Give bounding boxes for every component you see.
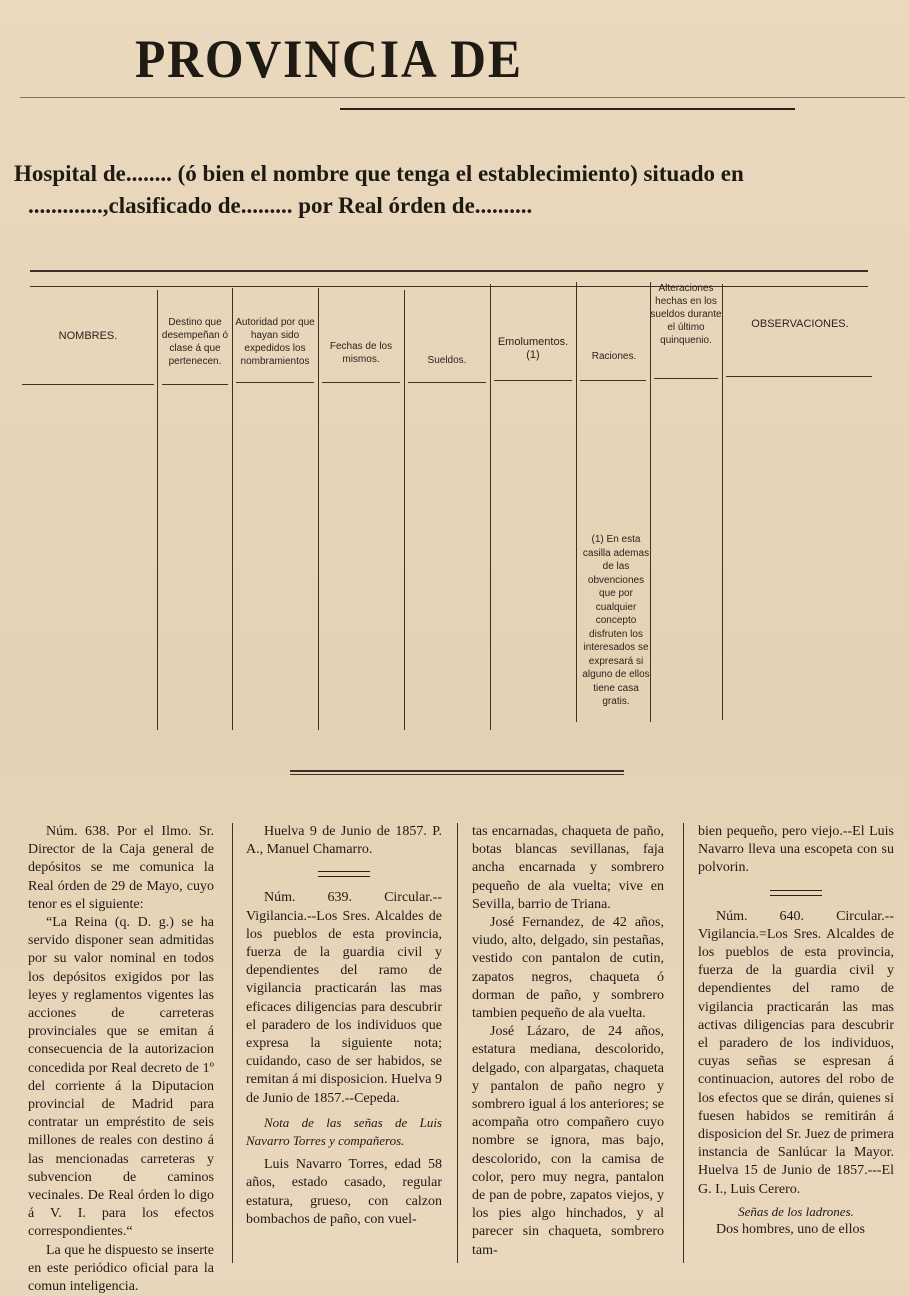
province-title: PROVINCIA DE xyxy=(135,29,523,89)
col-header-sueldos: Sueldos. xyxy=(427,355,467,366)
paragraph: Señas de los ladrones. xyxy=(738,1203,854,1219)
paragraph: bien pequeño, pero viejo.--El Luis Navarro lleva una escopeta con su polvorin. xyxy=(698,824,894,876)
paragraph: Núm. 640. Circular.--Vigilancia.=Los Sres. Alcaldes de los pueblos de esta provincia, fuerza de la guardia civil y dependientes del ramo de vigilancia practicarán las mas activas diligencias para descubrir el paradero de los individuos, cuyas señas se espresan á continuacion, autores del robo de los efectos que se dirán, quienes si fuesen habidos se remitirán á disposicion del Sr. Juez de primera instancia de Sanlúcar la Mayor. Huelva 15 de Junio de 1857.---El G. I., Luis Cerero. xyxy=(698,908,894,1197)
column-header-underline xyxy=(22,384,154,385)
ornament-rule xyxy=(318,871,370,877)
column-header-underline xyxy=(654,378,718,379)
paragraph: Dos hombres, uno de ellos xyxy=(716,1222,865,1238)
table-footnote: (1) En esta casilla ademas de las obvenciones que por cualquier concepto disfruten los interesados se expresará si alguno de ellos tiene casa gratis. xyxy=(582,534,650,707)
paragraph: tas encarnadas, chaqueta de paño, botas blancas sevillanas, faja ancha encarnada y sombrero pequeño de ala vuelta; vive en Sevilla, barrio de Triana. xyxy=(472,824,664,912)
table-divider xyxy=(318,288,319,730)
paragraph: Luis Navarro Torres, edad 58 años, estado casado, regular estatura, grueso, con calzon bombachos de paño, con vuel- xyxy=(246,1157,442,1227)
ornament-rule xyxy=(770,890,822,896)
column-rule xyxy=(232,823,233,1263)
column-rule xyxy=(683,823,684,1263)
text-column-4 xyxy=(698,823,894,1239)
form-heading-line1: Hospital de........ (ó bien el nombre que tenga el establecimiento) situado en xyxy=(14,161,744,186)
table-header-rule xyxy=(30,286,868,287)
col-header-fechas: Fechas de los mismos. xyxy=(329,341,393,365)
paragraph: “La Reina (q. D. g.) se ha servido disponer sean admitidas por su valor nominal en todos los depósitos exigidos por las leyes y reglamentos vigentes las acciones de carreteras provinciales que se emitan á consecuencia de la autorizacion concedida por Real decreto de 1º del corriente á la Diputacion provincial de Madrid para contratar un empréstito de seis millones de reales con destino á las mencionadas carreteras y subvencion de caminos vecinales. De Real órden lo digo á V. I. para los efectos correspondientes.“ xyxy=(28,915,214,1240)
col-header-observaciones: OBSERVACIONES. xyxy=(751,318,849,330)
column-header-underline xyxy=(408,382,486,383)
column-header-underline xyxy=(322,382,400,383)
table-divider xyxy=(576,282,577,722)
col-header-autoridad: Autoridad por que hayan sido expedidos los nombramientos xyxy=(235,317,315,367)
column-rule xyxy=(457,823,458,1263)
paragraph: Núm. 638. Por el Ilmo. Sr. Director de la Caja general de depósitos se me comunica la Real órden de 29 de Mayo, cuyo tenor es el siguiente: xyxy=(28,824,214,912)
col-header-destino: Destino que desempeñan ó clase á que pertenecen. xyxy=(161,317,229,367)
table-top-rule xyxy=(30,270,868,272)
column-header-underline xyxy=(494,380,572,381)
paragraph: Nota de las señas de Luis Navarro Torres y compañeros. xyxy=(246,1114,442,1149)
column-header-underline xyxy=(726,376,872,377)
column-header-underline xyxy=(162,384,228,385)
col-header-emolumentos: Emolumentos. (1) xyxy=(497,336,569,361)
form-heading-line2: .............,clasificado de......... por Real órden de.......... xyxy=(28,193,533,218)
col-header-nombres: NOMBRES. xyxy=(58,330,118,342)
section-separator xyxy=(290,770,624,772)
column-header-underline xyxy=(236,382,314,383)
text-column-3 xyxy=(472,823,664,1260)
section-separator xyxy=(290,774,624,775)
form-heading xyxy=(14,158,894,222)
col-header-raciones: Raciones. xyxy=(591,351,637,362)
col-header-alteraciones: Alteraciones hechas en los sueldos durante el último quinquenio. xyxy=(650,283,722,346)
header-rule xyxy=(20,97,905,98)
table-divider xyxy=(232,288,233,730)
paragraph: José Lázaro, de 24 años, estatura mediana, descolorido, delgado, con alpargatas, chaqueta y pantalon de paño negro y sombrero igual á los anteriores; se acompaña otro compañero cuyo nombre se ignora, mas bajo, descolorido, con la camisa de color, pero muy negra, pantalon de pan de pobre, zapatos viejos, y los pies algo hinchados, y al parecer sin chaqueta, sombrero tam- xyxy=(472,1024,664,1258)
paragraph: Núm. 639. Circular.--Vigilancia.--Los Sres. Alcaldes de los pueblos de esta provincia, fuerza de la guardia civil y dependientes del ramo de vigilancia practicarán las mas eficaces diligencias para descubrir el paradero de los individuos que expresa la siguiente nota; cuidando, caso de ser habidos, se remitan á mi disposicion. Huelva 9 de Junio de 1857.--Cepeda. xyxy=(246,890,442,1106)
paragraph: La que he dispuesto se inserte en este periódico oficial para la comun inteligencia. xyxy=(28,1242,214,1295)
table-divider xyxy=(404,290,405,730)
paragraph: Huelva 9 de Junio de 1857. P. A., Manuel Chamarro. xyxy=(246,824,442,858)
table-divider xyxy=(722,284,723,720)
text-column-1 xyxy=(28,823,214,1296)
title-underline xyxy=(340,108,795,110)
text-column-2 xyxy=(246,823,442,1229)
paragraph: José Fernandez, de 42 años, viudo, alto, delgado, sin pestañas, vestido con pantalon de cutin, zapatos negros, chaqueta ó dorman de paño, y sombrero tambien pequeño de ala vuelta. xyxy=(472,915,664,1022)
table-divider xyxy=(490,284,491,730)
column-header-underline xyxy=(580,380,646,381)
